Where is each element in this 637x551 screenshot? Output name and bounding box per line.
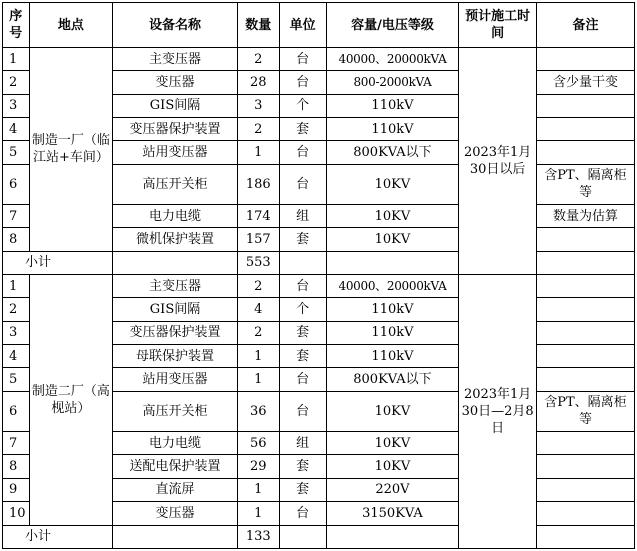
seq-cell: 4 [3, 345, 30, 368]
seq-cell: 8 [3, 455, 30, 478]
seq-cell: 6 [3, 391, 30, 431]
qty-cell: 2 [237, 118, 279, 141]
capacity-cell: 10KV [326, 164, 459, 204]
capacity-cell: 3150KVA [326, 502, 459, 525]
unit-cell: 个 [279, 94, 326, 117]
seq-cell: 1 [3, 275, 30, 298]
subtotal-qty: 133 [237, 525, 279, 549]
note-cell [536, 275, 634, 298]
capacity-cell: 110kV [326, 298, 459, 321]
time-cell: 2023年1月30日以后 [459, 48, 537, 275]
qty-cell: 29 [237, 455, 279, 478]
name-cell: 高压开关柜 [113, 391, 238, 431]
name-cell: 母联保护装置 [113, 345, 238, 368]
seq-cell: 7 [3, 205, 30, 228]
qty-cell: 36 [237, 391, 279, 431]
qty-cell: 2 [237, 321, 279, 344]
subtotal-label: 小计 [3, 525, 113, 549]
header-row [3, 3, 635, 48]
name-cell: GIS间隔 [113, 94, 238, 117]
empty-cell [113, 251, 238, 274]
capacity-cell: 220V [326, 478, 459, 501]
seq-cell: 7 [3, 432, 30, 455]
note-cell [536, 455, 634, 478]
name-cell: 送配电保护装置 [113, 455, 238, 478]
header-name: 设备名称 [113, 3, 238, 48]
qty-cell: 1 [237, 502, 279, 525]
qty-cell: 1 [237, 478, 279, 501]
seq-cell: 3 [3, 94, 30, 117]
qty-cell: 174 [237, 205, 279, 228]
name-cell: GIS间隔 [113, 298, 238, 321]
qty-cell: 28 [237, 71, 279, 94]
seq-cell: 5 [3, 368, 30, 391]
note-cell [536, 502, 634, 525]
unit-cell: 台 [279, 48, 326, 71]
subtotal-qty: 553 [237, 251, 279, 274]
name-cell: 微机保护装置 [113, 228, 238, 251]
unit-cell: 个 [279, 298, 326, 321]
equipment-table [2, 2, 635, 549]
capacity-cell: 110kV [326, 94, 459, 117]
header-capacity: 容量/电压等级 [326, 3, 459, 48]
unit-cell: 套 [279, 118, 326, 141]
capacity-cell: 10KV [326, 228, 459, 251]
unit-cell: 台 [279, 275, 326, 298]
capacity-cell: 800KVA以下 [326, 141, 459, 164]
empty-cell [279, 525, 326, 549]
note-cell [536, 228, 634, 251]
seq-cell: 5 [3, 141, 30, 164]
name-cell: 主变压器 [113, 48, 238, 71]
table-row [3, 48, 635, 71]
name-cell: 变压器保护装置 [113, 118, 238, 141]
name-cell: 站用变压器 [113, 141, 238, 164]
seq-cell: 2 [3, 298, 30, 321]
note-cell [536, 321, 634, 344]
qty-cell: 2 [237, 275, 279, 298]
unit-cell: 套 [279, 321, 326, 344]
note-cell: 数量为估算 [536, 205, 634, 228]
unit-cell: 台 [279, 391, 326, 431]
subtotal-row [3, 251, 635, 274]
unit-cell: 台 [279, 368, 326, 391]
name-cell: 站用变压器 [113, 368, 238, 391]
header-seq: 序号 [3, 3, 30, 48]
unit-cell: 套 [279, 455, 326, 478]
seq-cell: 4 [3, 118, 30, 141]
header-time: 预计施工时间 [459, 3, 537, 48]
seq-cell: 8 [3, 228, 30, 251]
note-cell: 含PT、隔离柜等 [536, 164, 634, 204]
capacity-cell: 40000、20000kVA [326, 275, 459, 298]
qty-cell: 157 [237, 228, 279, 251]
unit-cell: 台 [279, 71, 326, 94]
capacity-cell: 10KV [326, 432, 459, 455]
note-cell [536, 298, 634, 321]
name-cell: 电力电缆 [113, 205, 238, 228]
note-cell: 含少量干变 [536, 71, 634, 94]
unit-cell: 组 [279, 432, 326, 455]
capacity-cell: 10KV [326, 455, 459, 478]
name-cell: 变压器保护装置 [113, 321, 238, 344]
qty-cell: 1 [237, 345, 279, 368]
empty-cell [279, 251, 326, 274]
name-cell: 电力电缆 [113, 432, 238, 455]
seq-cell: 10 [3, 502, 30, 525]
time-cell: 2023年1月30日—2月8日 [459, 275, 537, 549]
capacity-cell: 10KV [326, 205, 459, 228]
unit-cell: 台 [279, 502, 326, 525]
unit-cell: 台 [279, 164, 326, 204]
note-cell [536, 48, 634, 71]
qty-cell: 2 [237, 48, 279, 71]
unit-cell: 套 [279, 478, 326, 501]
table-row [3, 275, 635, 298]
name-cell: 变压器 [113, 71, 238, 94]
unit-cell: 套 [279, 228, 326, 251]
unit-cell: 套 [279, 345, 326, 368]
name-cell: 主变压器 [113, 275, 238, 298]
name-cell: 高压开关柜 [113, 164, 238, 204]
capacity-cell: 800KVA以下 [326, 368, 459, 391]
unit-cell: 组 [279, 205, 326, 228]
seq-cell: 9 [3, 478, 30, 501]
qty-cell: 56 [237, 432, 279, 455]
subtotal-row [3, 525, 635, 549]
capacity-cell: 110kV [326, 118, 459, 141]
unit-cell: 台 [279, 141, 326, 164]
seq-cell: 6 [3, 164, 30, 204]
capacity-cell: 800-2000kVA [326, 71, 459, 94]
qty-cell: 1 [237, 141, 279, 164]
header-site: 地点 [29, 3, 113, 48]
capacity-cell: 10KV [326, 391, 459, 431]
name-cell: 直流屏 [113, 478, 238, 501]
empty-cell [536, 525, 634, 549]
qty-cell: 3 [237, 94, 279, 117]
header-note: 备注 [536, 3, 634, 48]
qty-cell: 186 [237, 164, 279, 204]
capacity-cell: 110kV [326, 321, 459, 344]
capacity-cell: 110kV [326, 345, 459, 368]
empty-cell [326, 251, 459, 274]
qty-cell: 1 [237, 368, 279, 391]
site-cell: 制造二厂（高枧站） [29, 275, 113, 525]
empty-cell [536, 251, 634, 274]
note-cell [536, 118, 634, 141]
name-cell: 变压器 [113, 502, 238, 525]
header-unit: 单位 [279, 3, 326, 48]
seq-cell: 2 [3, 71, 30, 94]
capacity-cell: 40000、20000kVA [326, 48, 459, 71]
note-cell [536, 368, 634, 391]
seq-cell: 1 [3, 48, 30, 71]
seq-cell: 3 [3, 321, 30, 344]
note-cell [536, 432, 634, 455]
header-qty: 数量 [237, 3, 279, 48]
site-cell: 制造一厂（临江站+车间） [29, 48, 113, 252]
note-cell [536, 345, 634, 368]
note-cell [536, 141, 634, 164]
subtotal-label: 小计 [3, 251, 113, 274]
empty-cell [113, 525, 238, 549]
note-cell [536, 478, 634, 501]
note-cell: 含PT、隔离柜等 [536, 391, 634, 431]
qty-cell: 4 [237, 298, 279, 321]
empty-cell [326, 525, 459, 549]
note-cell [536, 94, 634, 117]
